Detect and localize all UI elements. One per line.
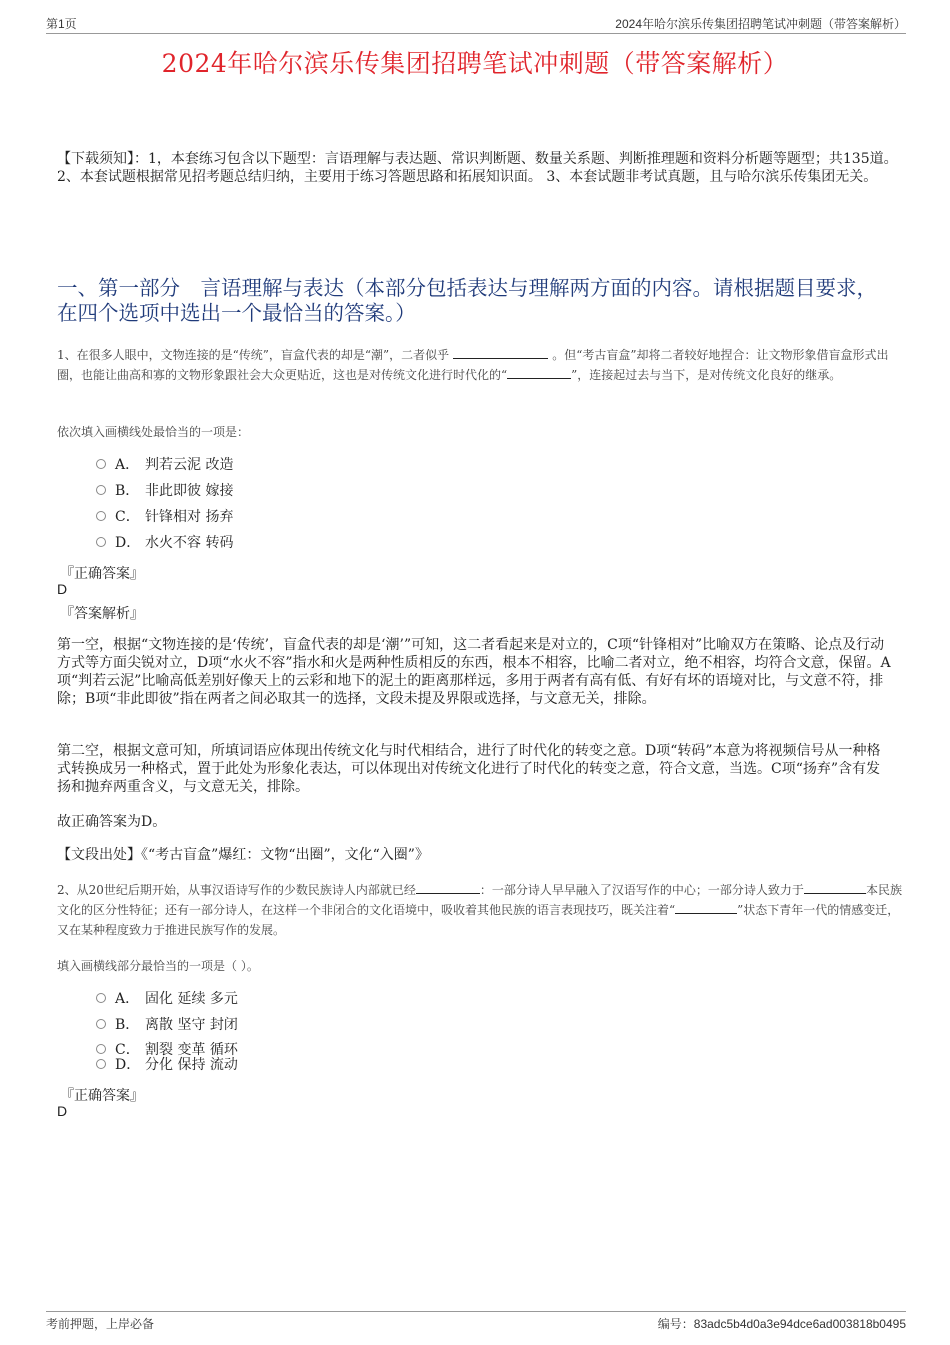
q1-text-part2: 。但“考古盲盒”却将二者较好地捏合：让文物形象借盲盒形式出圈，也能让曲高和寡的文物形象跟社会大众更贴近，这也是对传统文化进行时代化的“ (57, 348, 889, 382)
footer-code-value: 83adc5b4d0a3e94dce6ad003818b0495 (693, 1317, 906, 1331)
q2-option-b[interactable]: B． 离散 坚守 封闭 (96, 1015, 238, 1035)
q1-option-d[interactable]: D． 水火不容 转码 (96, 533, 233, 553)
q1-text-part3: ”，连接起过去与当下，是对传统文化良好的继承。 (571, 368, 842, 382)
question-2-stem (57, 880, 902, 940)
footer-code-label: 编号： (657, 1317, 694, 1331)
q1-answer: D (57, 581, 68, 597)
q2-answer-label: 『正确答案』 (60, 1088, 144, 1104)
radio-icon[interactable] (96, 511, 106, 521)
q2-text-part4: ”状态下青年一代的情感变迁，又在某种程度致力于推进民族写作的发展。 (57, 903, 900, 937)
question-1-stem (57, 345, 902, 385)
radio-icon[interactable] (96, 485, 106, 495)
radio-icon[interactable] (96, 537, 106, 547)
q1-analysis-label: 『答案解析』 (60, 606, 144, 622)
q1-blank-1 (453, 346, 548, 359)
q2-text-part3: 本民族文化的区分性特征；还有一部分诗人，在这样一个非闭合的文化语境中，吸收着其他民族的语言表现技巧，既关注着“ (57, 883, 902, 917)
radio-icon[interactable] (96, 1044, 106, 1054)
running-title: 2024年哈尔滨乐传集团招聘笔试冲刺题（带答案解析） (615, 17, 906, 31)
q1-source: 【文段出处】《“考古盲盒”爆红：文物“出圈”，文化“入圈”》 (57, 847, 429, 863)
q2-text-part1: 2、从20世纪后期开始，从事汉语诗写作的少数民族诗人内部就已经 (57, 883, 416, 897)
q1-option-a[interactable]: A． 判若云泥 改造 (96, 455, 233, 475)
q2-option-d[interactable]: D． 分化 保持 流动 (96, 1055, 238, 1075)
footer-divider (46, 1311, 906, 1312)
radio-icon[interactable] (96, 459, 106, 469)
q2-option-c[interactable]: C． 割裂 变革 循环 (96, 1040, 238, 1060)
section-heading: 一、第一部分 言语理解与表达（本部分包括表达与理解两方面的内容。请根据题目要求，在四个选项中选出一个最恰当的答案。） (57, 276, 877, 325)
footer-slogan: 考前押题，上岸必备 (46, 1317, 155, 1331)
q1-analysis-para-2: 第二空，根据文意可知，所填词语应体现出传统文化与时代相结合，进行了时代化的转变之意。D项“转码”本意为将视频信号从一种格式转换成另一种格式，置于此处为形象化表达，可以体现出对传统文化进行了时代化的转变之意，符合文意，当选。C项“扬弃”含有发扬和抛弃两重含义，与文意无关，排除。 (57, 743, 881, 795)
header-divider (46, 33, 906, 34)
q1-prompt: 依次填入画横线处最恰当的一项是： (57, 425, 250, 439)
q1-answer-label: 『正确答案』 (60, 566, 144, 582)
q2-blank-2 (804, 881, 866, 894)
download-notice: 【下载须知】：1，本套练习包含以下题型：言语理解与表达题、常识判断题、数量关系题、判断推理题和资料分析题等题型；共135道。 2、本套试题根据常见招考题总结归纳，主要用于练习答题思路和拓展知识面。 3、本套试题非考试真题，且与哈尔滨乐传集团无关。 (57, 151, 898, 185)
q1-blank-2 (507, 366, 571, 379)
radio-icon[interactable] (96, 993, 106, 1003)
q1-text-part1: 1、在很多人眼中，文物连接的是“传统”，盲盒代表的却是“潮”，二者似乎 (57, 348, 450, 362)
q1-analysis-para-1: 第一空，根据“文物连接的是‘传统’，盲盒代表的却是‘潮’”可知，这二者看起来是对立的，C项“针锋相对”比喻双方在策略、论点及行动方式等方面尖锐对立，D项“水火不容”指水和火是两种性质相反的东西，根本不相容，比喻二者对立，绝不相容，均符合文意，保留。A项“判若云泥”比喻高低差别好像天上的云彩和地下的泥土的距离那样远，多用于两者有高有低、有好有坏的语境对比，与文意不符，排除；B项“非此即彼”指在两者之间必取其一的选择，文段未提及界限或选择，与文意无关，排除。 (57, 637, 891, 707)
page-number: 第1页 (46, 17, 77, 31)
q2-text-part2: ：一部分诗人早早融入了汉语写作的中心；一部分诗人致力于 (479, 883, 804, 897)
footer-code (658, 1315, 906, 1332)
radio-icon[interactable] (96, 1059, 106, 1069)
q1-option-b[interactable]: B． 非此即彼 嫁接 (96, 481, 233, 501)
radio-icon[interactable] (96, 1019, 106, 1029)
q1-analysis-conclusion: 故正确答案为D。 (57, 814, 167, 830)
q2-answer: D (57, 1103, 68, 1119)
document-title: 2024年哈尔滨乐传集团招聘笔试冲刺题（带答案解析） (161, 49, 789, 78)
q2-option-a[interactable]: A． 固化 延续 多元 (96, 989, 238, 1009)
q2-blank-1 (416, 881, 480, 894)
q1-option-c[interactable]: C． 针锋相对 扬弃 (96, 507, 233, 527)
q2-prompt: 填入画横线部分最恰当的一项是（ ）。 (57, 959, 259, 973)
q2-blank-3 (675, 901, 737, 914)
